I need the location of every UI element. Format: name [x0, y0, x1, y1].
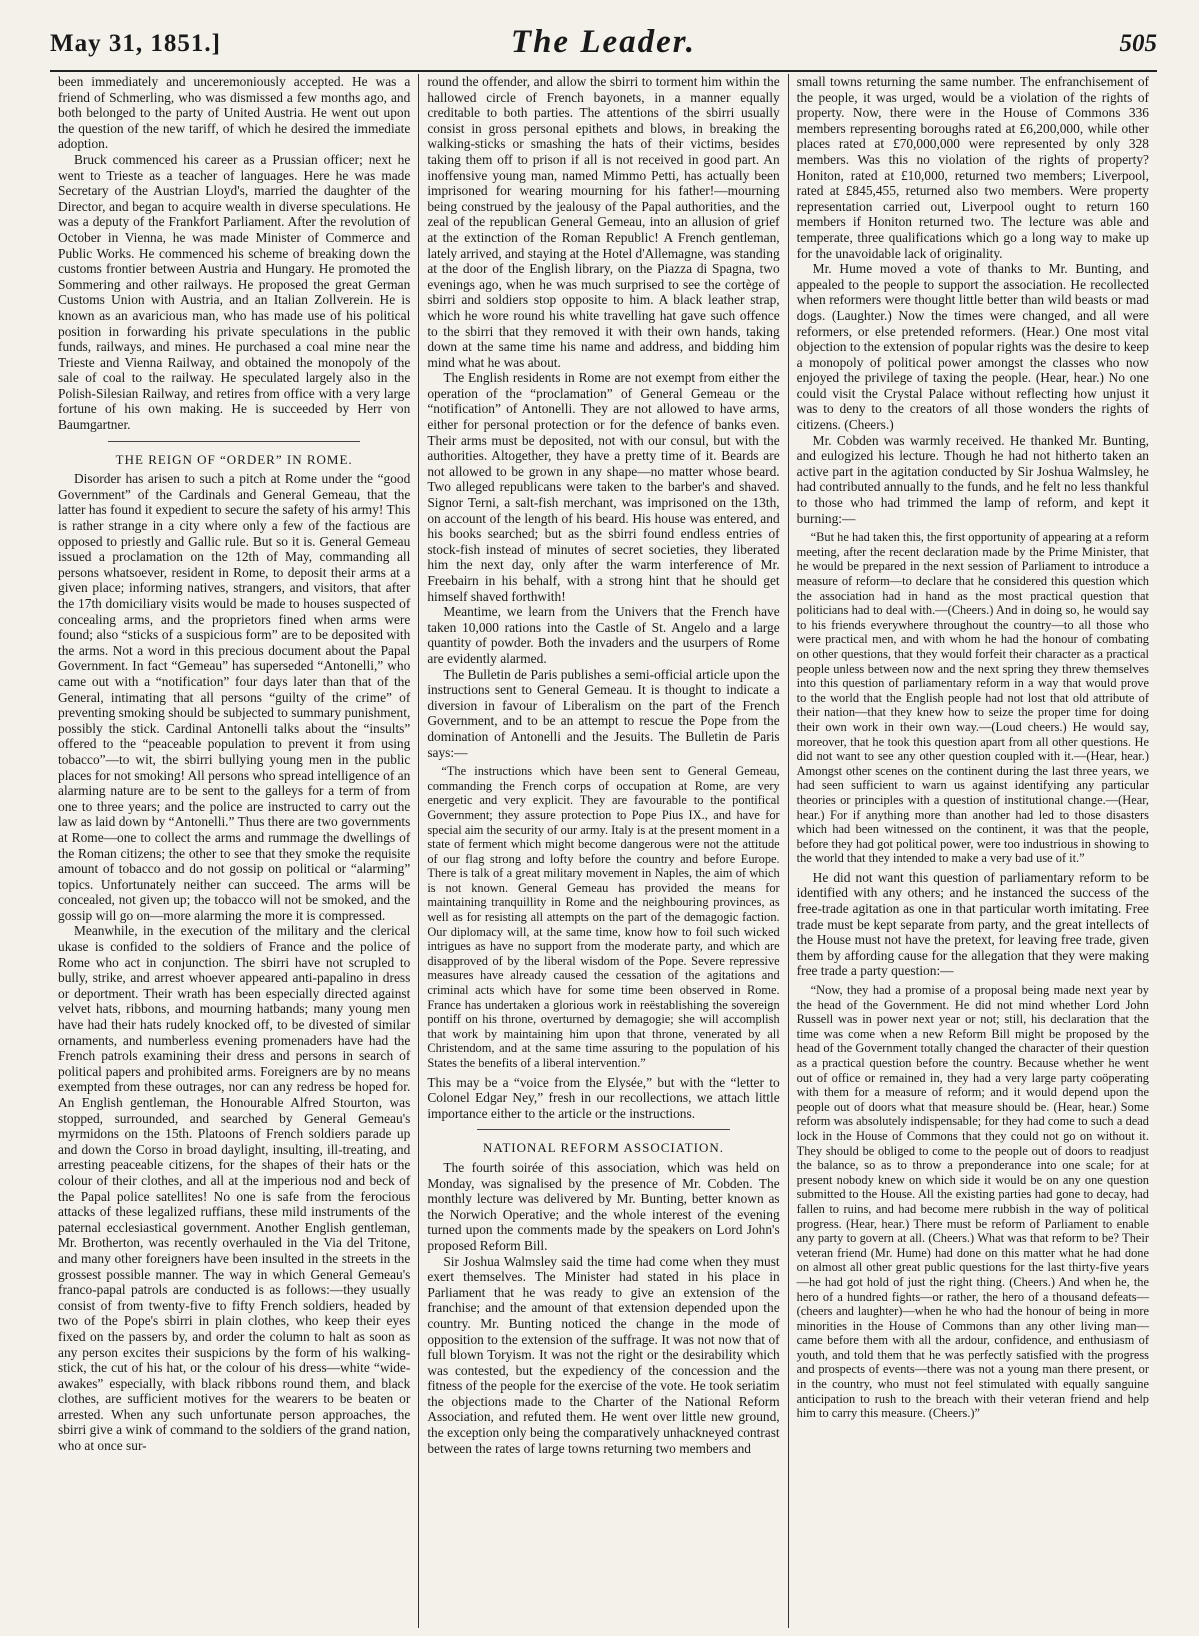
section-rule	[108, 441, 360, 442]
paragraph: The English residents in Rome are not exempt from either the operation of the “proclamation” of General Gemeau or the “notification” of Antonelli. They are not allowed to have arms, either for personal protection or for the defence of banks even. Their arms must be deposited, not with our consul, but with the authorities. Altogether, they have a pretty time of it. Beards are not allowed to be grown in any shape—no matter whose beard. Two alleged republicans were taken to the barber's and shaved. Signor Terni, a salt-fish merchant, was imprisoned on the 13th, on account of the length of his beard. His house was entered, and his books searched; but as the sbirri found endless entries of stock-fish instead of minutes of secret societies, they liberated him the next day, only after the warm interference of Mr. Freebairn in his behalf, with a strong hint that he should get himself shaved forthwith!	[427, 370, 780, 604]
column-2	[418, 74, 787, 1628]
paragraph: Mr. Cobden was warmly received. He thanked Mr. Bunting, and eulogized his lecture. Though he had not hitherto taken an active part in the agitation conducted by Sir Joshua Walmsley, he had contributed annually to the funds, and he felt no less thankful to those who had trimmed the lamp of reform, and kept it burning:—	[796, 432, 1149, 526]
paragraph: Meantime, we learn from the Univers that the French have taken 10,000 rations into the Castle of St. Angelo and a large quantity of powder. Both the invaders and the usurpers of Rome are evidently alarmed.	[427, 604, 780, 666]
article-heading-rome: THE REIGN OF “ORDER” IN ROME.	[115, 451, 353, 467]
paragraph: Mr. Hume moved a vote of thanks to Mr. Bunting, and appealed to the people to support the association. He recollected when reformers were thought little better than wild beasts or mad dogs. (Laughter.) Now the times were changed, and all were reformers, or else pretended reformers. (Hear.) One most vital objection to the extension of popular rights was the desire to keep a monopoly of political power amongst the classes who now enjoyed the privilege of taxing the people. (Hear, hear.) No one could visit the Crystal Palace without reflecting how unjust it was to deny to the creators of all those wonders the rights of citizens. (Cheers.)	[796, 261, 1149, 433]
column-1	[50, 74, 418, 1628]
quote-paragraph: “The instructions which have been sent to General Gemeau, commanding the French corps of occupation at Rome, are very energetic and very explicit. They are favourable to the pontifical Government; they assure protection to Pope Pius IX., and have for special aim the security of our army. Italy is at the present moment in a state of ferment which might become dangerous were not the attitude of our flag strong and lofty before the country and before Europe. There is talk of a great military movement in Naples, the aim of which is not known. General Gemeau has provided the means for maintaining tranquillity in Rome and the neighbouring provinces, as well as for resisting all attempts on the part of the demagogic faction. Our diplomacy will, at the same time, know how to foil such wicked intrigues as have no support from the moderate party, and which are disapproved of by the liberal wisdom of the Pope. Severe repressive measures have already caused the cessation of the agitations and criminal acts which have for some time been observed in Rome. France has undertaken a glorious work in reëstablishing the sovereign pontiff on his throne, overturned by demagogie; she will accomplish that work by maintaining him upon that throne, venerated by all Christendom, and at the same time assuring to the population of his States the benefits of a liberal intervention.”	[427, 764, 780, 1070]
column-3	[788, 74, 1157, 1628]
masthead	[50, 0, 1157, 72]
issue-date: May 31, 1851.]	[50, 30, 221, 57]
quote-paragraph: “Now, they had a promise of a proposal being made next year by the head of the Government. He did not mind whether Lord John Russell was in power next year or not; still, his declaration that the time was come when a new Reform Bill might be proposed by the head of the Government totally changed the character of their question as a practical question before the country. Because whether he went out of office or remained in, they had a very large party coöperating with them for a measure of reform; and it would depend upon the people out of doors what that measure should be. (Hear, hear.) Some reform was absolutely indispensable; for they had come to such a dead lock in the House of Commons that they could not go on without it. They should be obliged to come to the people out of doors to readjust the balance, so as to throw a preponderance into one scale; for at present nobody knew on which side it would be on any one question submitted to the House. All the existing parties had gone to decay, had fallen to ruins, and had become mere rubbish in the way of political progress. (Hear, hear.) There must be reform of Parliament to enable any party to govern at all. (Cheers.) What was that reform to be? Their veteran friend (Mr. Hume) had done on this matter what he had done on almost all other great public questions for the last thirty-five years—he had got hold of just the right thing. (Cheers.) And when he, the hero of a hundred fights—or rather, the hero of a thousand defeats—(cheers and laughter)—when he who had the honour of being in more minorities in the House of Commons than any other living man—came before them with all the ardour, confidence, and enthusiasm of youth, and told them that he was perfectly satisfied with the progress and prospects of events—there was not a young man there present, or in the country, who must not feel stimulated with equally sanguine anticipation to rush to the breach with their veteran friend and help him to carry this measure. (Cheers.)”	[796, 983, 1149, 1421]
block-quote	[797, 530, 1149, 866]
paragraph: The fourth soirée of this association, which was held on Monday, was signalised by the presence of Mr. Cobden. The monthly lecture was delivered by Mr. Bunting, better known as the Norwich Operative; and the whole interest of the evening turned upon the comments made by the speakers on Lord John's proposed Reform Bill.	[427, 1159, 780, 1253]
paragraph: The Bulletin de Paris publishes a semi-official article upon the instructions sent to General Gemeau. It is thought to indicate a diversion in favour of Liberalism on the part of the French Government, and to be an attempt to rescue the Pope from the domination of Antonelli and the Jesuits. The Bulletin de Paris says:—	[427, 666, 780, 760]
section-rule	[477, 1129, 729, 1130]
article-heading-reform: NATIONAL REFORM ASSOCIATION.	[483, 1140, 724, 1156]
paragraph: Meanwhile, in the execution of the military and the clerical ukase is confided to the soldiers of France and the police of Rome who act in conjunction. The sbirri have not scrupled to bully, strike, and arrest whoever appeared anti-papalino in dress or deportment. Their wrath has been especially directed against velvet hats, ribbons, and mourning hatbands; many young men have had their hats rudely knocked off, to be divested of similar ornaments, and numberless evening promenaders have had the French patrols examining their dress and persons in search of political papers and prohibited arms. Foreigners are by no means exempted from these outrages, nor can any redress be hoped for. An English gentleman, the Honourable Alfred Stourton, was stopped, surrounded, and searched by General Gemeau's myrmidons on the 15th. Platoons of French soldiers parade up and down the Corso in broad daylight, insulting, ill-treating, and arresting peaceable citizens, for the shapes of their hats or the colour of their clothes, and all at the imperious nod and beck of the Papal police satellites! No one is safe from the ferocious attacks of these legalized ruffians, these mild instruments of the paternal ecclesiastical government. Another English gentleman, Mr. Brotherton, was recently overhauled in the Via del Tritone, and many other foreigners have been insulted in the streets in the grossest possible manner. The way in which General Gemeau's franco-papal patrols are conducted is as follows:—they usually consist of from twenty-five to fifty French soldiers, headed by two of the Pope's sbirri in plain clothes, who keep their eyes fixed on the passers by, and order the column to halt as soon as any person excites their suspicions by the form of his walking-stick, the cut of his hat, or the colour of his dress—white “wide-awakes” especially, with black ribbons round them, and black clothes, are sufficient motives for the wearers to be beaten or arrested. When any such unfortunate person approaches, the sbirri give a wink of command to the soldiers of the grand nation, who at once sur-	[58, 923, 411, 1454]
paragraph: been immediately and unceremoniously accepted. He was a friend of Schmerling, who was dismissed a few months ago, and both belonged to the party of United Austria. He went out upon the question of the new tariff, of which he desired the immediate adoption.	[58, 74, 411, 152]
paragraph: Bruck commenced his career as a Prussian officer; next he went to Trieste as a teacher of languages. Here he was made Secretary of the Austrian Lloyd's, married the daughter of the Director, and began to acquire wealth in diverse speculations. He was a deputy of the Frankfort Parliament. After the revolution of October in Vienna, he was made Minister of Commerce and Public Works. He commenced his scheme of breaking down the customs frontier between Austria and Hungary. He promoted the Sommering and other railways. He proposed the great German Customs Union with Austria, and an Italian Zollverein. He is known as an avaricious man, who has made use of his political position in forwarding his private speculations in the public funds, railways, and mines. He purchased a coal mine near the Trieste and Vienna Railway, and obtained the monopoly of the sale of coal to the railway. He speculated largely also in the Polish-Silesian Railway, and retires from office with a very large fortune of his own making. He is succeeded by Herr von Baumgartner.	[58, 151, 411, 433]
paragraph: small towns returning the same number. The enfranchisement of the people, it was urged, would be a violation of the rights of property. Now, there were in the House of Commons 336 members representing boroughs rated at £6,200,000, while other places rated at £70,000,000 were represented by only 328 members. Was this no violation of the rights of property? Honiton, rated at £10,000, returned two members; Liverpool, rated at £845,455, returned also two members. Were property representation carried out, Liverpool ought to return 160 members if Honiton returned two. The lecture was able and temperate, three qualifications which go a long way to make up for the unavoidable lack of originality.	[796, 74, 1149, 261]
block-quote	[797, 983, 1149, 1421]
paragraph: Sir Joshua Walmsley said the time had come when they must exert themselves. The Minister had stated in his place in Parliament that he was ready to give an extension of the franchise; and the amount of that extension depended upon the country. Mr. Bunting noticed the change in the mode of opposition to the extension of the suffrage. It was not now that of full blown Toryism. It was not the right or the desirability which was contested, but the expediency of the concession and the fitness of the people for the exercise of the vote. He took seriatim the objections made to the Charter of the National Reform Association, and refuted them. He went over little new ground, the exception only being the comparatively unhackneyed contrast between the rates of large towns returning two members and	[427, 1253, 780, 1456]
block-quote	[427, 764, 779, 1070]
paragraph: This may be a “voice from the Elysée,” but with the “letter to Colonel Edgar Ney,” fresh in our recollections, we attach little importance either to the article or the instructions.	[427, 1074, 780, 1121]
paragraph: round the offender, and allow the sbirri to torment him within the hallowed circle of French bayonets, in a manner equally creditable to both parties. The attentions of the sbirri usually consist in gross personal epithets and blows, in breaking the walking-sticks or smashing the hats of their victims, besides taking them off to prison if all is not received in good part. An inoffensive young man, named Mimmo Petti, has actually been imprisoned for wearing mourning for his father!—mourning being construed by the jealousy of the Papal authorities, and the zeal of the republican General Gemeau, into an allusion of grief at the extinction of the Roman Republic! A French gentleman, lately arrived, and staying at the Hotel d'Allemagne, was standing at the door of the English library, on the Piazza di Spagna, two evenings ago, when he was much surprised to see the cortège of sbirri and soldiers stop opposite to him. A black leather strap, which he wore round his white travelling hat gave such offence to the sbirri that they removed it with their own hands, taking down at the same time his name and address, and bidding him mind what he was about.	[427, 74, 780, 370]
page-number: 505	[1119, 30, 1157, 57]
newspaper-title: The Leader.	[510, 24, 697, 60]
columns	[50, 74, 1157, 1628]
paragraph: Disorder has arisen to such a pitch at Rome under the “good Government” of the Cardinals and General Gemeau, that the latter has found it expedient to secure the safety of his army! This is rather strange in a city where only a few of the factious are opposed to priestly and Gallic rule. But so it is. General Gemeau issued a proclamation on the 12th of May, commanding all persons whatsoever, resident in Rome, to deposit their arms at a given place; informing natives, strangers, and visitors, that after the 17th domiciliary visits would be made to houses suspected of concealing arms, and the proprietors fined when arms were found; also “sticks of a suspicious form” are to be deposited with the arms. Not a word in this precious document about the Papal Government. In fact “Gemeau” has superseded “Antonelli,” who came out with a “notification” four days later than that of the General, intimating that all persons “guilty of the crime” of preventing smoking should be subjected to summary punishment, possibly the stick. Cardinal Antonelli talks about the “insults” offered to the “peaceable population to prevent it from using tobacco”—to wit, the sbirri bullying young men in the public places for not smoking! All persons who spread intelligence of an alarming nature are to be sent to the galleys for a term of from one to three years; and the police are instructed to carry out the law as laid down by “Antonelli.” Thus there are two governments at Rome—one to collect the arms and rummage the dwellings of the Roman citizens; the other to see that they smoke the requisite amount of tobacco and do not gossip on political or “alarming” topics. Unfortunately neither can succeed. The arms will be concealed, not given up; the tobacco will not be smoked, and the gossip will go on—more alarming the more it is compressed.	[58, 471, 411, 923]
paragraph: He did not want this question of parliamentary reform to be identified with any others; and he instanced the success of the free-trade agitation as one in that particular worth imitating. Free trade must be kept separate from party, and the great intellects of the House must not have the pretext, for leaving free trade, given them by affording cause for the allegation that they were making free trade a party question:—	[796, 869, 1149, 979]
quote-paragraph: “But he had taken this, the first opportunity of appearing at a reform meeting, after the recent declaration made by the Prime Minister, that he would be prepared in the next session of Parliament to introduce a measure of reform—to declare that he considered this question which the association had in hand as the most practical question that politicians had to deal with.—(Cheers.) And in doing so, he would say to his friends everywhere throughout the country—to all those who were practical men, and with whom he had the honour of combating on other questions, that they would forfeit their character as a practical people unless between now and the next spring they threw themselves into this question of parliamentary reform in a way that would prove to the world that the English people had not lost that old attribute of their nation—that they knew how to seize the proper time for doing their own work in their own way.—(Loud cheers.) He would say, moreover, that he took this question apart from all other questions. He did not want to see any other question coupled with it.—(Hear, hear.) Amongst other scenes on the continent during the last three years, we had seen sufficient to warn us against identifying any particular theories or principles with a question of institutional change.—(Hear, hear.) For if anything more than another had led to those disasters which had been witnessed on the continent, it was that the people, before they had got political power, were too industrious in showing to the world that they intended to make a very bad use of it.”	[796, 530, 1149, 866]
